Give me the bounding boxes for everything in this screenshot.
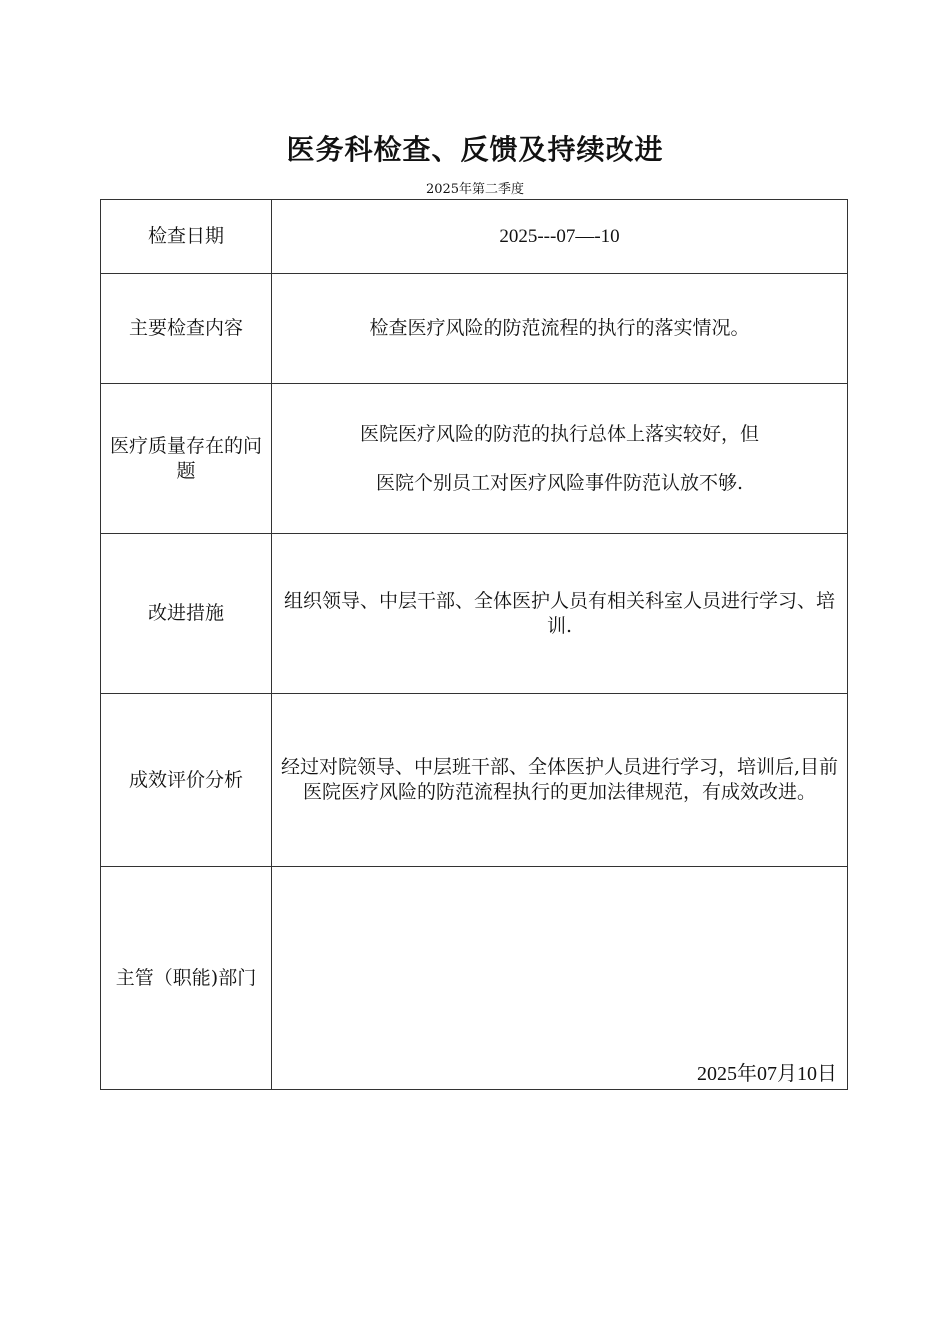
supervising-dept-cell — [272, 867, 848, 1090]
row-label-improvement-measures: 改进措施 — [101, 534, 272, 694]
document-subtitle: 2025年第二季度 — [425, 182, 525, 197]
inspection-form-table — [100, 199, 848, 1090]
row-label-supervising-dept: 主管（职能)部门 — [101, 867, 272, 1090]
quality-issues-line-1: 医院医疗风险的防范的执行总体上落实较好，但 — [359, 422, 759, 445]
row-label-inspection-date: 检查日期 — [101, 200, 272, 274]
table-row — [101, 694, 848, 867]
table-row — [101, 384, 848, 534]
row-label-quality-issues: 医疗质量存在的问题 — [101, 384, 272, 534]
table-row — [101, 534, 848, 694]
improvement-measures-value: 组织领导、中层干部、全体医护人员有相关科室人员进行学习、培训. — [272, 534, 848, 694]
row-label-effect-evaluation: 成效评价分析 — [101, 694, 272, 867]
row-label-main-content: 主要检查内容 — [101, 274, 272, 384]
inspection-date-value: 2025---07—-10 — [272, 200, 848, 274]
main-content-value: 检查医疗风险的防范流程的执行的落实情况。 — [272, 274, 848, 384]
table-row — [101, 867, 848, 1090]
document-title: 医务科检查、反馈及持续改进 — [286, 133, 664, 166]
table-row — [101, 200, 848, 274]
sign-date: 2025年07月10日 — [697, 1063, 837, 1085]
table-row — [101, 274, 848, 384]
quality-issues-line-2: 医院个别员工对医疗风险事件防范认放不够. — [375, 471, 744, 494]
effect-evaluation-value: 经过对院领导、中层班干部、全体医护人员进行学习，培训后,目前医院医疗风险的防范流程执行的更加法律规范，有成效改进。 — [272, 694, 848, 867]
quality-issues-value — [272, 384, 848, 534]
